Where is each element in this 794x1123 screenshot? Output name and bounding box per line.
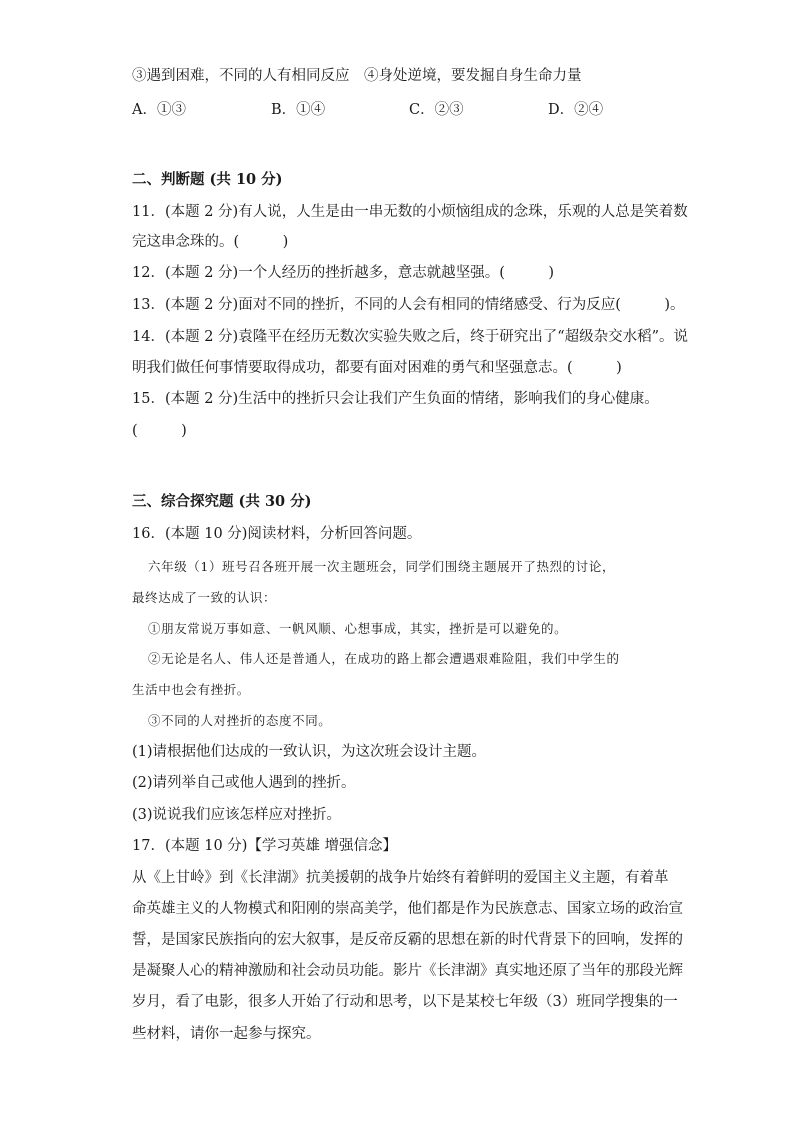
q14-line-2: 明我们做任何事情要取得成功，都要有面对困难的勇气和坚强意志。( ) xyxy=(132,360,622,376)
q14-line-1: 14．(本题 2 分)袁隆平在经历无数次实验失败之后，终于研究出了“超级杂交水稻”。说 xyxy=(132,329,689,345)
q16-material-line: ③不同的人对挫折的态度不同。 xyxy=(148,713,332,728)
q10-option-d: D．②④ xyxy=(548,102,604,118)
q17-line: 誓，是国家民族指向的宏大叙事，是反帝反霸的思想在新的时代背景下的回响，发挥的 xyxy=(132,932,683,948)
q13-line: 13．(本题 2 分)面对不同的挫折，不同的人会有相同的情绪感受、行为反应( )。 xyxy=(132,297,685,313)
q16-material-line: ①朋友常说万事如意、一帆风顺、心想事成，其实，挫折是可以避免的。 xyxy=(148,621,568,636)
q17-line: 些材料，请你一起参与探究。 xyxy=(132,1026,321,1042)
q15-line-2: ( ) xyxy=(132,423,187,439)
q17-line: 从《上甘岭》到《长津湖》抗美援朝的战争片始终有着鲜明的爱国主义主题，有着革 xyxy=(132,870,669,886)
q16-material-line: 六年级（1）班号召各班开展一次主题班会，同学们围绕主题展开了热烈的讨论， xyxy=(148,559,616,574)
q16-sub-2: (2)请列举自己或他人遇到的挫折。 xyxy=(132,775,356,791)
q12-line: 12．(本题 2 分)一个人经历的挫折越多，意志就越坚强。( ) xyxy=(132,265,555,281)
q17-line: 是凝聚人心的精神激励和社会动员功能。影片《长津湖》真实地还原了当年的那段光辉 xyxy=(132,963,683,979)
q17-line: 命英雄主义的人物模式和阳刚的崇高美学，他们都是作为民族意志、国家立场的政治宣 xyxy=(132,901,683,917)
section3-title: 三、综合探究题 (共 30 分) xyxy=(132,493,312,510)
q17-head: 17．(本题 10 分)【学习英雄 增强信念】 xyxy=(132,838,398,854)
q10-option-b: B．①④ xyxy=(271,102,326,118)
q10-option-c: C．②③ xyxy=(409,102,464,118)
q15-line-1: 15．(本题 2 分)生活中的挫折只会让我们产生负面的情绪，影响我们的身心健康。 xyxy=(132,391,659,407)
q16-sub-1: (1)请根据他们达成的一致认识，为这次班会设计主题。 xyxy=(132,744,487,760)
q10-option-a: A．①③ xyxy=(132,102,186,118)
q16-material-line: ②无论是名人、伟人还是普通人，在成功的路上都会遭遇艰难险阻，我们中学生的 xyxy=(148,651,620,666)
q17-line: 岁月，看了电影，很多人开始了行动和思考，以下是某校七年级（3）班同学搜集的一 xyxy=(132,994,678,1010)
q16-head: 16．(本题 10 分)阅读材料，分析回答问题。 xyxy=(132,526,422,542)
q16-material-line: 最终达成了一致的认识： xyxy=(132,590,277,605)
q11-line-1: 11．(本题 2 分)有人说，人生是由一串无数的小烦恼组成的念珠，乐观的人总是笑着数 xyxy=(132,204,688,220)
section2-title: 二、判断题 (共 10 分) xyxy=(132,171,283,188)
q11-line-2: 完这串念珠的。( ) xyxy=(132,234,289,250)
q16-material-line: 生活中也会有挫折。 xyxy=(132,682,250,697)
q16-sub-3: (3)说说我们应该怎样应对挫折。 xyxy=(132,807,342,823)
q10-statements: ③遇到困难，不同的人有相同反应 ④身处逆境，要发掘自身生命力量 xyxy=(132,68,582,84)
